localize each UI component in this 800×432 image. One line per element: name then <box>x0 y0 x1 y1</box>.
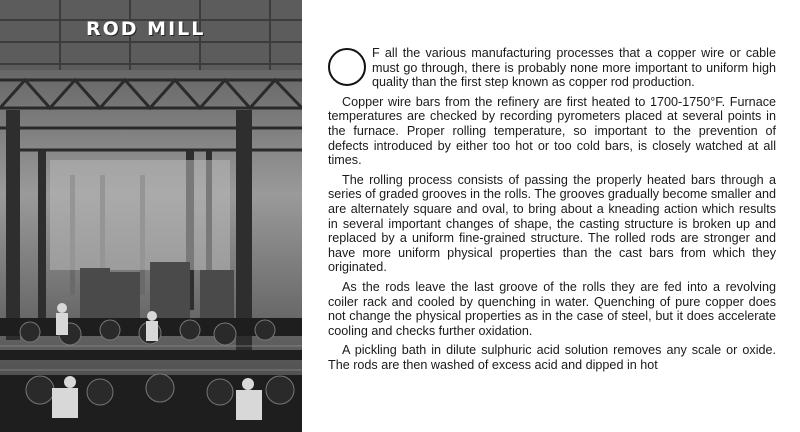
dropcap-letter <box>328 48 366 86</box>
paragraph-1: F all the various manufacturing processes that a copper wire or cable must go through, there is probably none more important to uniform high quality than the first step known as copper rod production. <box>328 46 776 90</box>
paragraph-4: As the rods leave the last groove of the rolls they are fed into a revolving coiler rack and cooled by quenching in water. Quenching of pure copper does not change the physical properties as in the case of steel, but it does accelerate cooling and checks further oxidation. <box>328 279 776 338</box>
paragraph-3: The rolling process consists of passing the properly heated bars through a series of graded grooves in the rolls. The grooves gradually become smaller and are alternately square and oval, to bring about a kneading action which results in several important changes of shape, the casting structure is broken up and replaced by a uniform fine-grained structure. The rolled rods are stronger and have more uniform physical properties than the cast bars from which they originated. <box>328 172 776 275</box>
factory-illustration <box>0 0 302 432</box>
rod-mill-photo <box>0 0 302 432</box>
photo-title: ROD MILL <box>86 18 206 40</box>
paragraph-5: A pickling bath in dilute sulphuric acid solution removes any scale or oxide. The rods are then washed of excess acid and dipped in hot <box>328 343 776 372</box>
article-body <box>328 46 776 377</box>
paragraph-2: Copper wire bars from the refinery are first heated to 1700-1750°F. Furnace temperatures are checked by recording pyrometers placed at several points in the furnace. Proper rolling temperature, so important to the prevention of defects introduced by either too hot or too cold bars, is closely watched at all times. <box>328 94 776 168</box>
